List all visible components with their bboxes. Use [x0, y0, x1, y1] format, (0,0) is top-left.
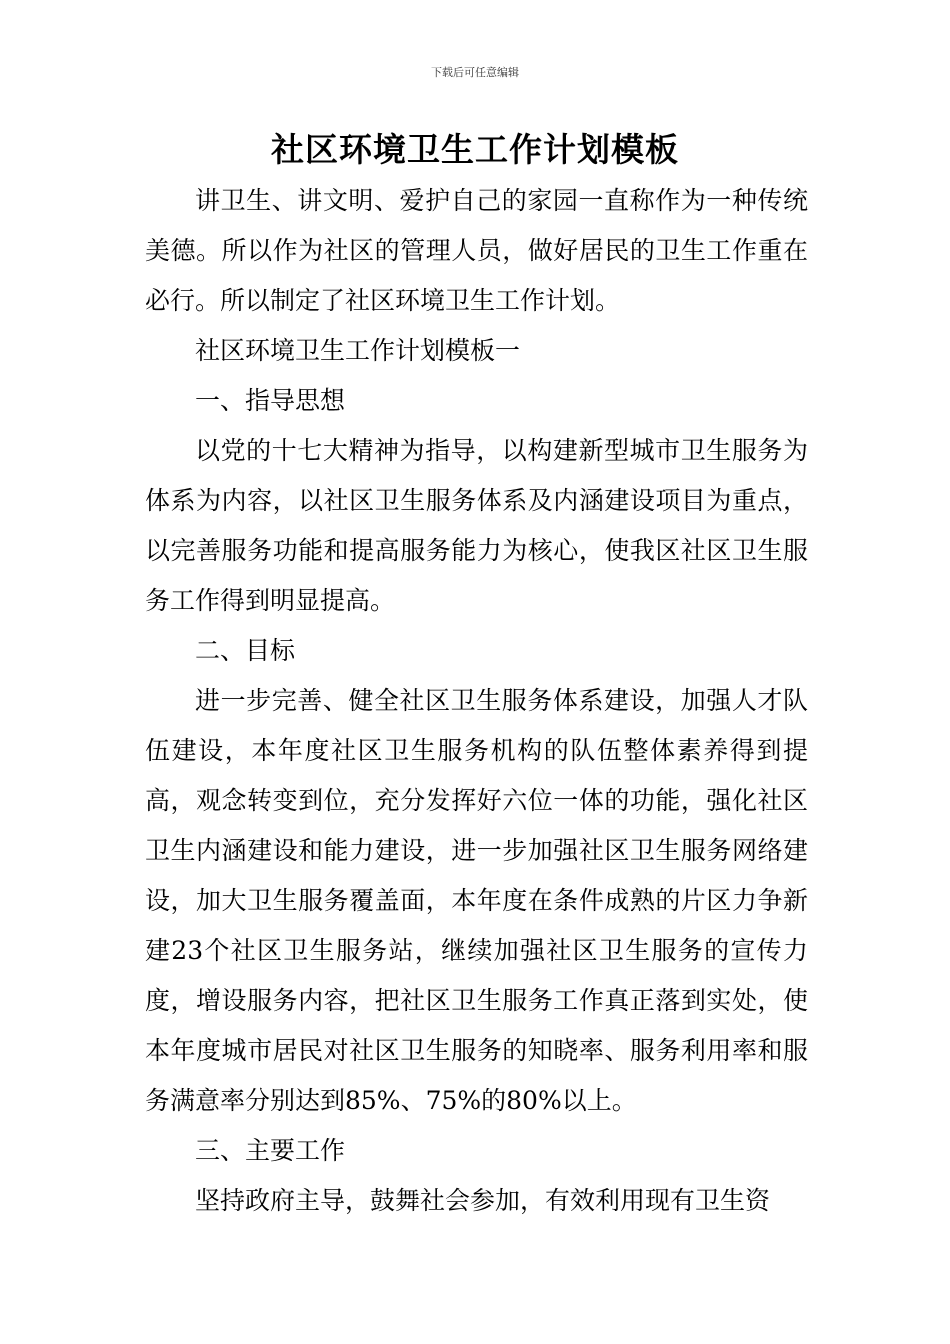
section-heading-goals: 二、目标 — [195, 636, 296, 665]
section-heading-guiding-ideology: 一、指导思想 — [195, 386, 346, 415]
section-heading-main-work: 三、主要工作 — [195, 1136, 346, 1165]
template-heading: 社区环境卫生工作计划模板一 — [195, 336, 521, 365]
document-title: 社区环境卫生工作计划模板 — [271, 130, 679, 169]
header-note: 下载后可任意编辑 — [431, 66, 519, 79]
intro-paragraph: 讲卫生、讲文明、爱护自己的家园一直称作为一种传统美德。所以作为社区的管理人员，做好居民的卫生工作重在必行。所以制定了社区环境卫生工作计划。 — [145, 186, 808, 315]
goals-paragraph: 进一步完善、健全社区卫生服务体系建设，加强人才队伍建设，本年度社区卫生服务机构的队伍整体素养得到提高，观念转变到位，充分发挥好六位一体的功能，强化社区卫生内涵建设和能力建设，进一步加强社区卫生服务网络建设，加大卫生服务覆盖面，本年度在条件成熟的片区力争新建23个社区卫生服务站，继续加强社区卫生服务的宣传力度，增设服务内容，把社区卫生服务工作真正落到实处，使本年度城市居民对社区卫生服务的知晓率、服务利用率和服务满意率分别达到85%、75%的80%以上。 — [145, 686, 808, 1115]
main-work-paragraph: 坚持政府主导，鼓舞社会参加，有效利用现有卫生资 — [195, 1186, 771, 1215]
guiding-ideology-paragraph: 以党的十七大精神为指导，以构建新型城市卫生服务为体系为内容，以社区卫生服务体系及内涵建设项目为重点，以完善服务功能和提高服务能力为核心，使我区社区卫生服务工作得到明显提高。 — [145, 436, 808, 615]
document-body — [145, 176, 808, 1226]
